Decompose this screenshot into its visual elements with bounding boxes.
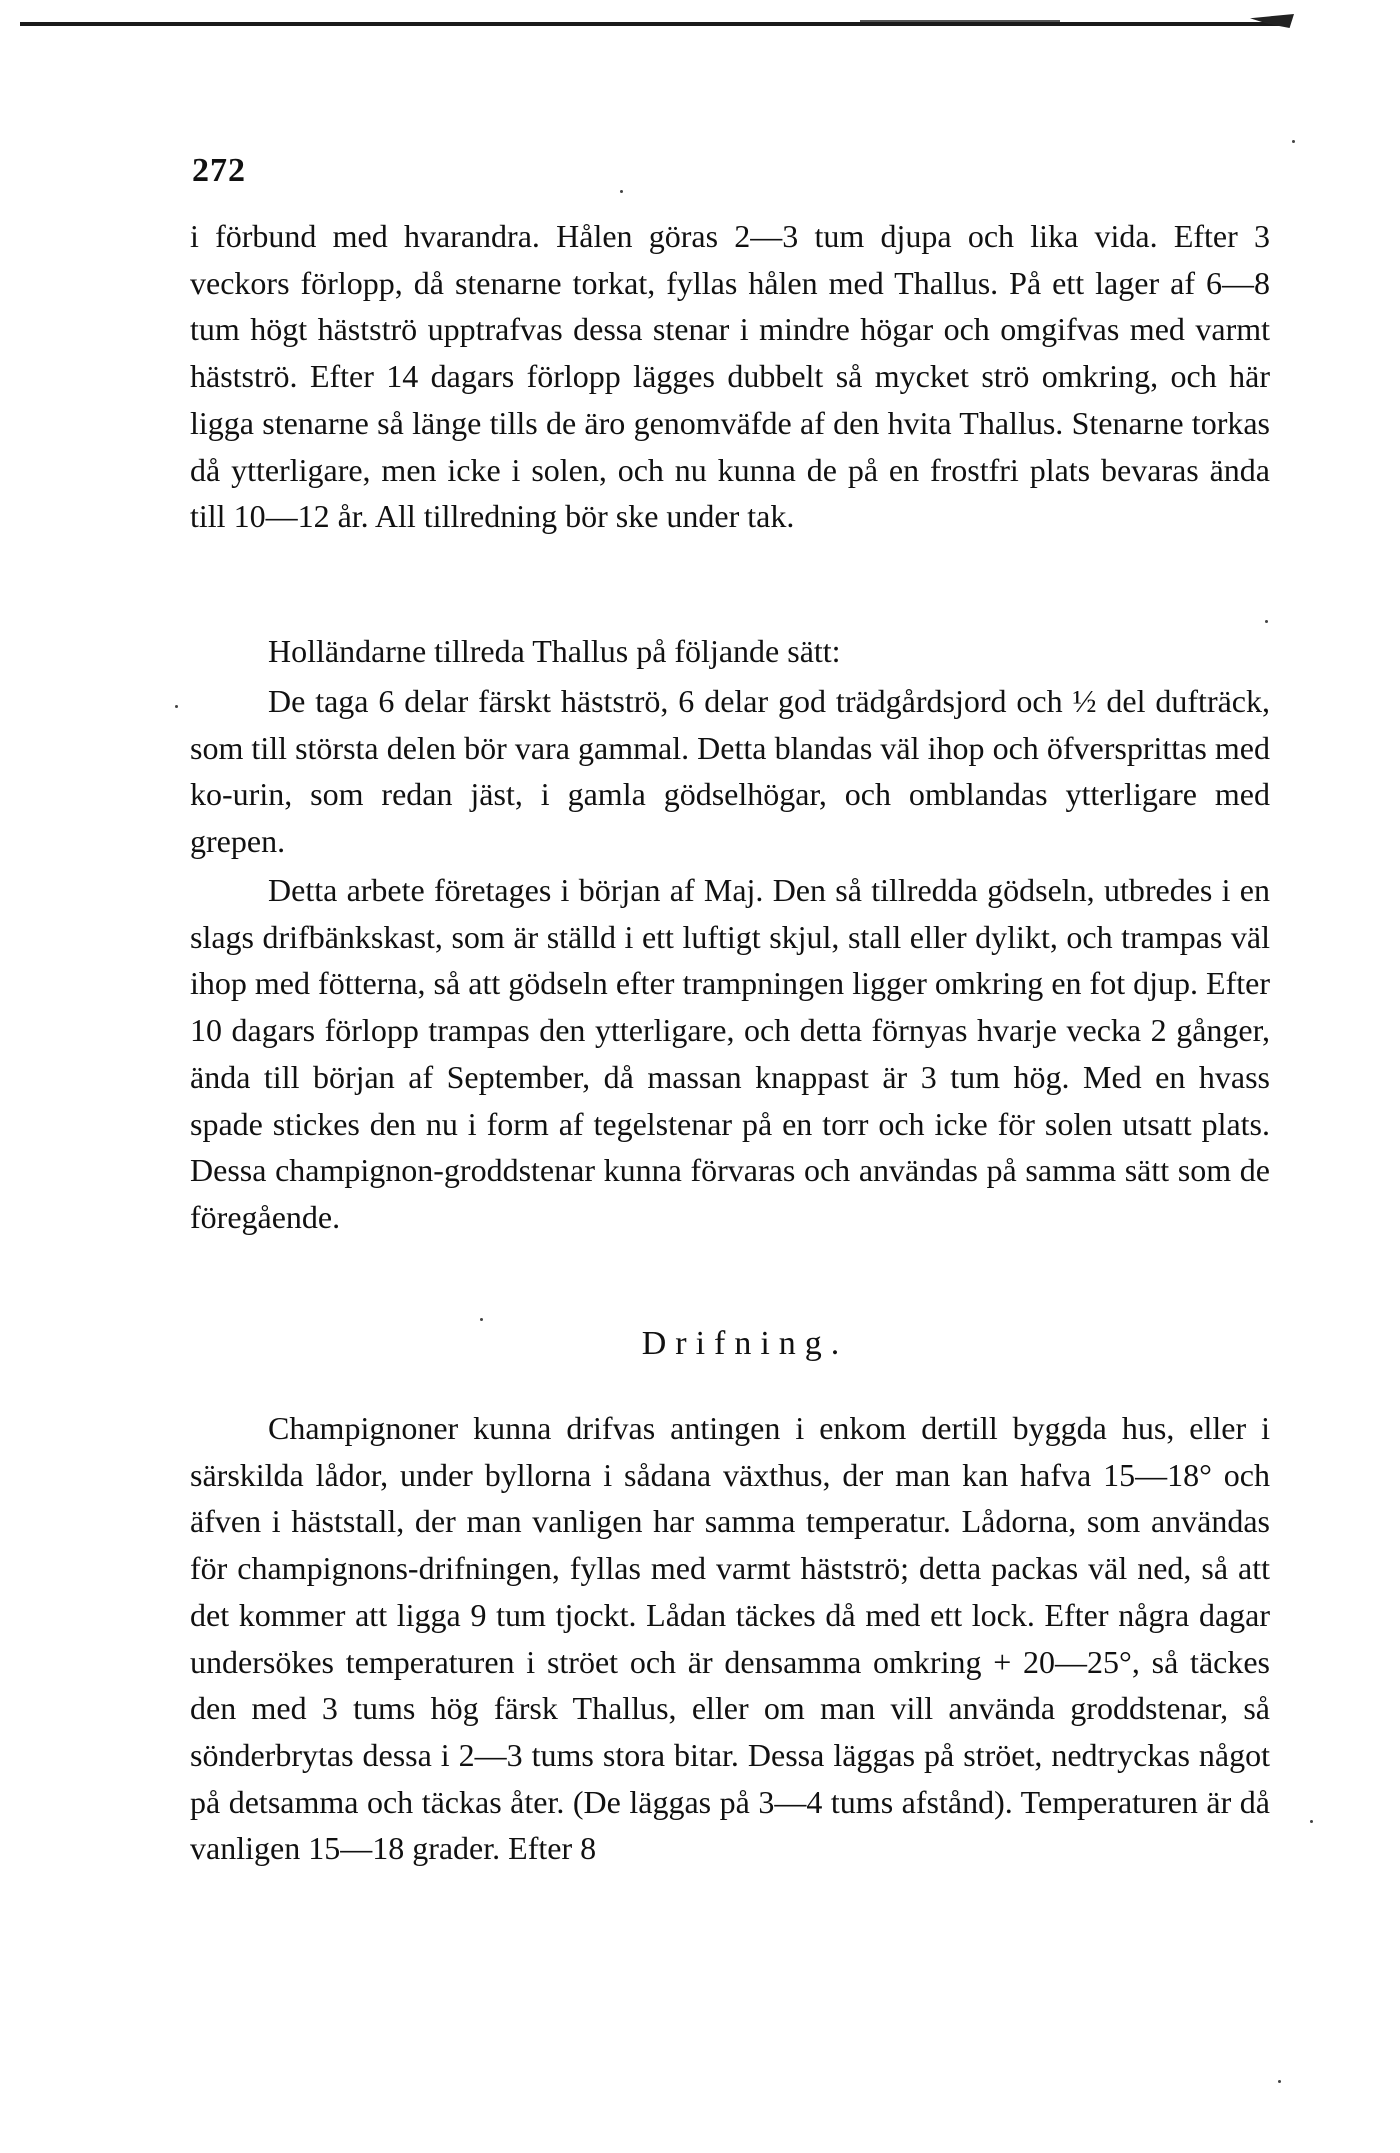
ink-speck (1310, 1820, 1313, 1823)
paragraph-4-text: Detta arbete företages i början af Maj. Den så tillredda gödseln, utbredes i en slags drifbänkskast, som är ställd i ett luftigt skjul, stall eller dylikt, och trampas väl ihop med fötterna, så att gödseln efter trampningen ligger omkring en fot djup. Efter 10 dagars förlopp trampas den ytterligare, och detta förnyas hvarje vecka 2 gånger, ända till början af September, då massan knappast är 3 tum hög. Med en hvass spade stickes den nu i form af tegelstenar på en torr och icke för solen utsatt plats. Dessa champignon-groddstenar kunna förvaras och användas på samma sätt som de föregående. (190, 872, 1270, 1235)
paragraph-2-text: Holländarne tillreda Thallus på följande sätt: (268, 633, 841, 669)
ink-speck (1265, 620, 1268, 623)
ink-speck (175, 705, 178, 708)
paragraph-1-text: i förbund med hvarandra. Hålen göras 2—3 tum djupa och lika vida. Efter 3 veckors förlopp, då stenarne torkat, fyllas hålen med Thallus. På ett lager af 6—8 tum högt hästströ upptrafvas dessa stenar i mindre högar och omgifvas med varmt hästströ. Efter 14 dagars förlopp lägges dubbelt så mycket strö omkring, och här ligga stenarne så länge tills de äro genomväfde af den hvita Thallus. Stenarne torkas då ytterligare, men icke i solen, och nu kunna de på en frostfri plats bevaras ända till 10—12 år. All tillredning bör ske under tak. (190, 218, 1270, 535)
page-number: 272 (192, 152, 246, 189)
top-rule (20, 22, 1288, 26)
ink-speck (1292, 140, 1295, 143)
ink-speck (620, 190, 623, 193)
paragraph-5 (190, 1405, 1270, 1872)
paragraph-3 (190, 678, 1270, 865)
paragraph-4 (190, 867, 1270, 1241)
paragraph-5-text: Champignoner kunna drifvas antingen i enkom dertill byggda hus, eller i särskilda lådor, under byllorna i sådana växthus, der man kan hafva 15—18° och äfven i häststall, der man vanligen har samma temperatur. Lådorna, som användas för champignons-drifningen, fyllas med varmt hästströ; detta packas väl ned, så att det kommer att ligga 9 tum tjockt. Lådan täckes då med ett lock. Efter några dagar undersökes temperaturen i ströet och är densamma omkring + 20—25°, så täckes den med 3 tums hög färsk Thallus, eller om man vill använda groddstenar, så sönderbrytas dessa i 2—3 tums stora bitar. Dessa läggas på ströet, nedtryckas något på detsamma och täckas åter. (De läggas på 3—4 tums afstånd). Temperaturen är då vanligen 15—18 grader. Efter 8 (190, 1410, 1270, 1867)
section-heading: Drifning. (641, 1325, 849, 1362)
paragraph-2 (190, 628, 1270, 675)
paragraph-1 (190, 213, 1270, 540)
top-rule-thin (860, 20, 1060, 22)
ink-speck (480, 1318, 483, 1321)
paragraph-3-text: De taga 6 delar färskt hästströ, 6 delar god trädgårdsjord och ½ del dufträck, som till största delen bör vara gammal. Detta blandas väl ihop och öfversprittas med ko-urin, som redan jäst, i gamla gödselhögar, och omblandas ytterligare med grepen. (190, 683, 1270, 860)
ink-speck (1278, 2080, 1281, 2083)
